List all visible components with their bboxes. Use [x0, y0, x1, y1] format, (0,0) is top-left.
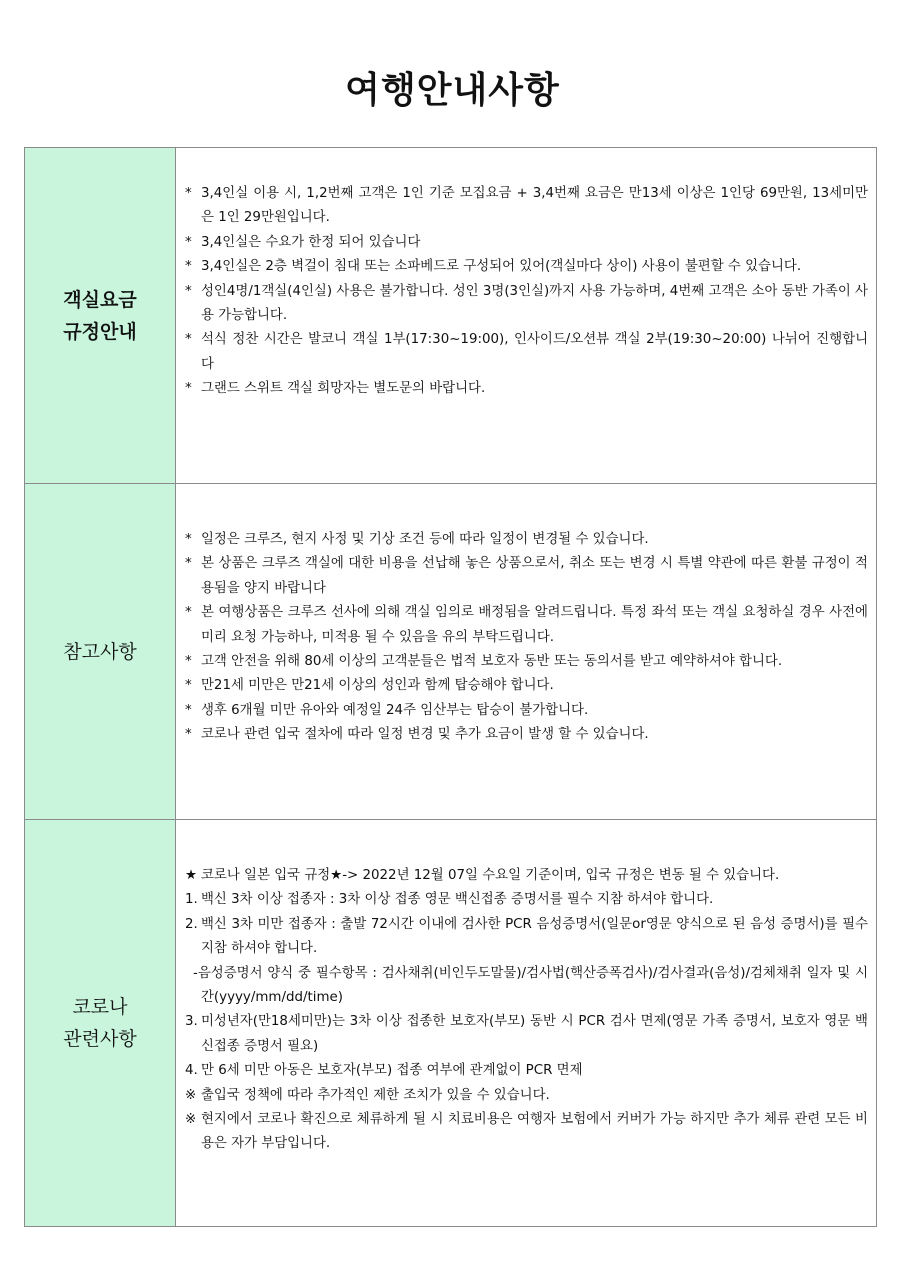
list-item: [185, 864, 868, 888]
list-item: [185, 528, 868, 552]
bullet-mark: *: [185, 702, 192, 718]
dash-mark: -: [193, 965, 198, 981]
list-item: [185, 255, 868, 279]
section-label: [25, 820, 176, 1226]
item-text: 만 6세 미만 아동은 보호자(부모) 접종 여부에 관계없이 PCR 면제: [201, 1063, 583, 1079]
list-item: [185, 1059, 868, 1083]
reference-mark: ※: [185, 1112, 197, 1128]
list-item: [185, 674, 868, 698]
bullet-mark: *: [185, 727, 192, 743]
bullet-mark: *: [185, 605, 192, 621]
section-covid: [25, 820, 876, 1226]
list-item: [185, 1108, 868, 1157]
section-label-line: 관련사항: [63, 1028, 137, 1050]
list-item: [185, 723, 868, 747]
list-item: [185, 888, 868, 912]
item-text: 생후 6개월 미만 유아와 예정일 24주 임산부는 탑승이 불가합니다.: [201, 702, 589, 718]
section-label-line: 객실요금: [63, 288, 137, 311]
item-text: 고객 안전을 위해 80세 이상의 고객분들은 법적 보호자 동반 또는 동의서를 받고 예약하셔야 합니다.: [201, 654, 783, 670]
item-text: 코로나 관련 입국 절차에 따라 일정 변경 및 추가 요금이 발생 할 수 있습니다.: [201, 727, 649, 743]
item-text: 본 여행상품은 크루즈 선사에 의해 객실 임의로 배정됨을 알려드립니다. 특정 좌석 또는 객실 요청하실 경우 사전에 미리 요청 가능하나, 미적용 될 수 있음을 유의 부탁드립니다.: [201, 605, 868, 645]
section-content: [176, 484, 876, 819]
item-text: 만21세 미만은 만21세 이상의 성인과 함께 탑승해야 합니다.: [201, 678, 554, 694]
page-title: 여행안내사항: [345, 70, 560, 111]
item-text: 미성년자(만18세미만)는 3차 이상 접종한 보호자(부모) 동반 시 PCR 검사 면제(영문 가족 증명서, 보호자 영문 백신접종 증명서 필요): [201, 1014, 868, 1054]
bullet-mark: *: [185, 332, 192, 348]
list-item: [185, 280, 868, 329]
list-item: [185, 1010, 868, 1059]
section-label: [25, 484, 176, 819]
section-content: [176, 820, 876, 1226]
list-item: [185, 962, 868, 1011]
item-text: 백신 3차 이상 접종자 : 3차 이상 접종 영문 백신접종 증명서를 필수 지참 하셔야 합니다.: [201, 892, 714, 908]
list-item: [185, 650, 868, 674]
list-item: [185, 913, 868, 962]
item-text: 석식 정찬 시간은 발코니 객실 1부(17:30~19:00), 인사이드/오션뷰 객실 2부(19:30~20:00) 나뉘어 진행합니다: [201, 332, 868, 372]
section-label-line: 코로나: [72, 996, 128, 1018]
info-table: [24, 147, 877, 1227]
section-room-rates: [25, 148, 876, 484]
list-item: [185, 699, 868, 723]
section-label: [25, 148, 176, 483]
list-item: [185, 552, 868, 601]
section-content: [176, 148, 876, 483]
bullet-mark: *: [185, 234, 192, 250]
item-text: 일정은 크루즈, 현지 사정 및 기상 조건 등에 따라 일정이 변경될 수 있습니다.: [201, 532, 649, 547]
item-text: 출입국 정책에 따라 추가적인 제한 조치가 있을 수 있습니다.: [201, 1087, 550, 1103]
bullet-mark: *: [185, 654, 192, 670]
number-mark: 4.: [185, 1063, 198, 1079]
bullet-mark: *: [185, 283, 192, 299]
item-text: 백신 3차 미만 접종자 : 출발 72시간 이내에 검사한 PCR 음성증명서(일문or영문 양식으로 된 음성 증명서)를 필수 지참 하셔야 합니다.: [201, 916, 869, 957]
bullet-mark: *: [185, 186, 192, 201]
bullet-mark: *: [185, 556, 192, 572]
bullet-mark: *: [185, 381, 192, 397]
item-text: 3,4인실은 2층 벽걸이 침대 또는 소파베드로 구성되어 있어(객실마다 상이) 사용이 불편할 수 있습니다.: [201, 259, 802, 275]
item-text: 3,4인실은 수요가 한정 되어 있습니다: [201, 234, 421, 250]
section-label-line: 규정안내: [63, 320, 137, 343]
item-text: 음성증명서 양식 중 필수항목 : 검사채취(비인두도말물)/검사법(핵산증폭검사)/검사결과(음성)/검체채취 일자 및 시간(yyyy/mm/dd/time): [197, 965, 868, 1006]
star-mark: ★: [185, 868, 198, 883]
reference-mark: ※: [185, 1087, 197, 1103]
item-text: 현지에서 코로나 확진으로 체류하게 될 시 치료비용은 여행자 보험에서 커버가 가능 하지만 추가 체류 관련 모든 비용은 자가 부담입니다.: [201, 1112, 868, 1152]
list-item: [185, 328, 868, 377]
item-text: 성인4명/1객실(4인실) 사용은 불가합니다. 성인 3명(3인실)까지 사용 가능하며, 4번째 고객은 소아 동반 가족이 사용 가능합니다.: [201, 283, 868, 324]
list-item: [185, 182, 868, 231]
list-item: [185, 231, 868, 255]
section-label-line: 참고사항: [63, 640, 137, 663]
list-item: [185, 377, 868, 401]
list-item: [185, 1084, 868, 1108]
item-text: 본 상품은 크루즈 객실에 대한 비용을 선납해 놓은 상품으로서, 취소 또는 변경 시 특별 약관에 따른 환불 규정이 적용됨을 양지 바랍니다: [201, 556, 868, 596]
item-text: 3,4인실 이용 시, 1,2번째 고객은 1인 기준 모집요금 + 3,4번째 요금은 만13세 이상은 1인당 69만원, 13세미만은 1인 29만원입니다.: [201, 186, 868, 226]
number-mark: 2.: [185, 916, 198, 932]
bullet-mark: *: [185, 532, 192, 547]
bullet-mark: *: [185, 259, 192, 275]
list-item: [185, 601, 868, 650]
number-mark: 1.: [185, 892, 198, 908]
item-text: 코로나 일본 입국 규정★-> 2022년 12월 07일 수요일 기준이며, 입국 규정은 변동 될 수 있습니다.: [201, 868, 780, 883]
item-text: 그랜드 스위트 객실 희망자는 별도문의 바랍니다.: [201, 381, 486, 397]
number-mark: 3.: [185, 1014, 198, 1030]
bullet-mark: *: [185, 678, 192, 694]
section-notes: [25, 484, 876, 820]
